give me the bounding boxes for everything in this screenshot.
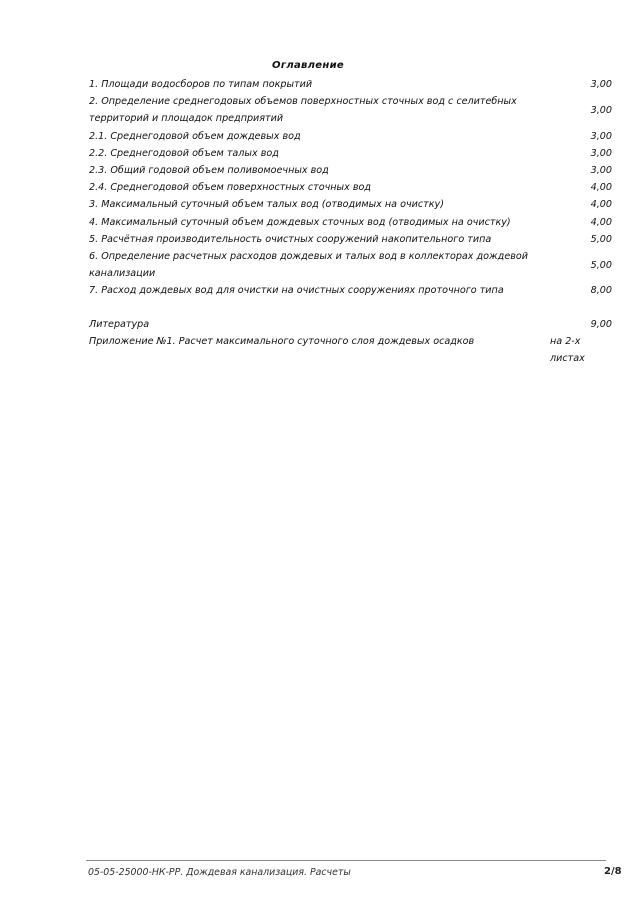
toc-appendix-label: Приложение №1. Расчет максимального суточного слоя дождевых осадков bbox=[89, 335, 475, 347]
toc-entry bbox=[89, 128, 612, 145]
toc-entry bbox=[89, 248, 612, 282]
toc-title: Оглавление bbox=[272, 60, 344, 71]
toc-entry-page: 3,00 bbox=[590, 104, 612, 116]
toc-entry-label: 2. Определение среднегодовых объемов поверхностных сточных вод с селитебных территорий и площадок предприятий bbox=[89, 96, 517, 125]
toc-appendix-page: на 2-х листах bbox=[550, 335, 585, 365]
table-of-contents bbox=[89, 76, 612, 367]
toc-entry-label: 4. Максимальный суточный объем дождевых сточных вод (отводимых на очистку) bbox=[89, 216, 511, 228]
footer-divider bbox=[86, 860, 606, 861]
toc-entry-page: 3,00 bbox=[590, 147, 612, 159]
toc-entry-label: 2.1. Среднегодовой объем дождевых вод bbox=[89, 130, 301, 142]
toc-entry bbox=[89, 179, 612, 196]
toc-entry-label: 6. Определение расчетных расходов дождевых и талых вод в коллекторах дождевой канализации bbox=[89, 251, 528, 280]
toc-entry-page: 4,00 bbox=[590, 182, 612, 194]
toc-literature-label: Литература bbox=[89, 318, 150, 330]
toc-entry-label: 5. Расчётная производительность очистных сооружений накопительного типа bbox=[89, 233, 492, 245]
toc-entry-page: 4,00 bbox=[590, 216, 612, 228]
toc-entry-page: 3,00 bbox=[590, 130, 612, 142]
toc-entry-page: 8,00 bbox=[590, 285, 612, 297]
toc-entry-label: 2.3. Общий годовой объем поливомоечных вод bbox=[89, 165, 329, 177]
toc-appendix bbox=[89, 333, 612, 367]
footer-document-code: 05-05-25000-НК-РР. Дождевая канализация. Расчеты bbox=[88, 867, 351, 878]
toc-entry-label: 7. Расход дождевых вод для очистки на очистных сооружениях проточного типа bbox=[89, 285, 504, 297]
toc-entry-label: 1. Площади водосборов по типам покрытий bbox=[89, 79, 313, 90]
toc-entry-page: 4,00 bbox=[590, 199, 612, 211]
toc-entry bbox=[89, 162, 612, 179]
toc-entry-page: 3,00 bbox=[590, 79, 612, 90]
toc-entry bbox=[89, 214, 612, 231]
toc-entry-label: 2.4. Среднегодовой объем поверхностных сточных вод bbox=[89, 182, 372, 194]
toc-entry bbox=[89, 196, 612, 213]
toc-entry-label: 2.2. Среднегодовой объем талых вод bbox=[89, 147, 279, 159]
toc-entry bbox=[89, 76, 612, 93]
toc-entry-page: 5,00 bbox=[590, 259, 612, 271]
toc-entry bbox=[89, 145, 612, 162]
toc-entry-label: 3. Максимальный суточный объем талых вод (отводимых на очистку) bbox=[89, 199, 444, 211]
toc-entry-page: 5,00 bbox=[590, 233, 612, 245]
toc-entry bbox=[89, 93, 612, 127]
toc-literature bbox=[89, 316, 612, 333]
toc-entry bbox=[89, 282, 612, 299]
toc-entry-page: 3,00 bbox=[590, 165, 612, 177]
toc-spacer bbox=[89, 300, 612, 316]
toc-entry bbox=[89, 231, 612, 248]
page-number: 2/8 bbox=[604, 866, 622, 877]
toc-literature-page: 9,00 bbox=[590, 318, 612, 330]
